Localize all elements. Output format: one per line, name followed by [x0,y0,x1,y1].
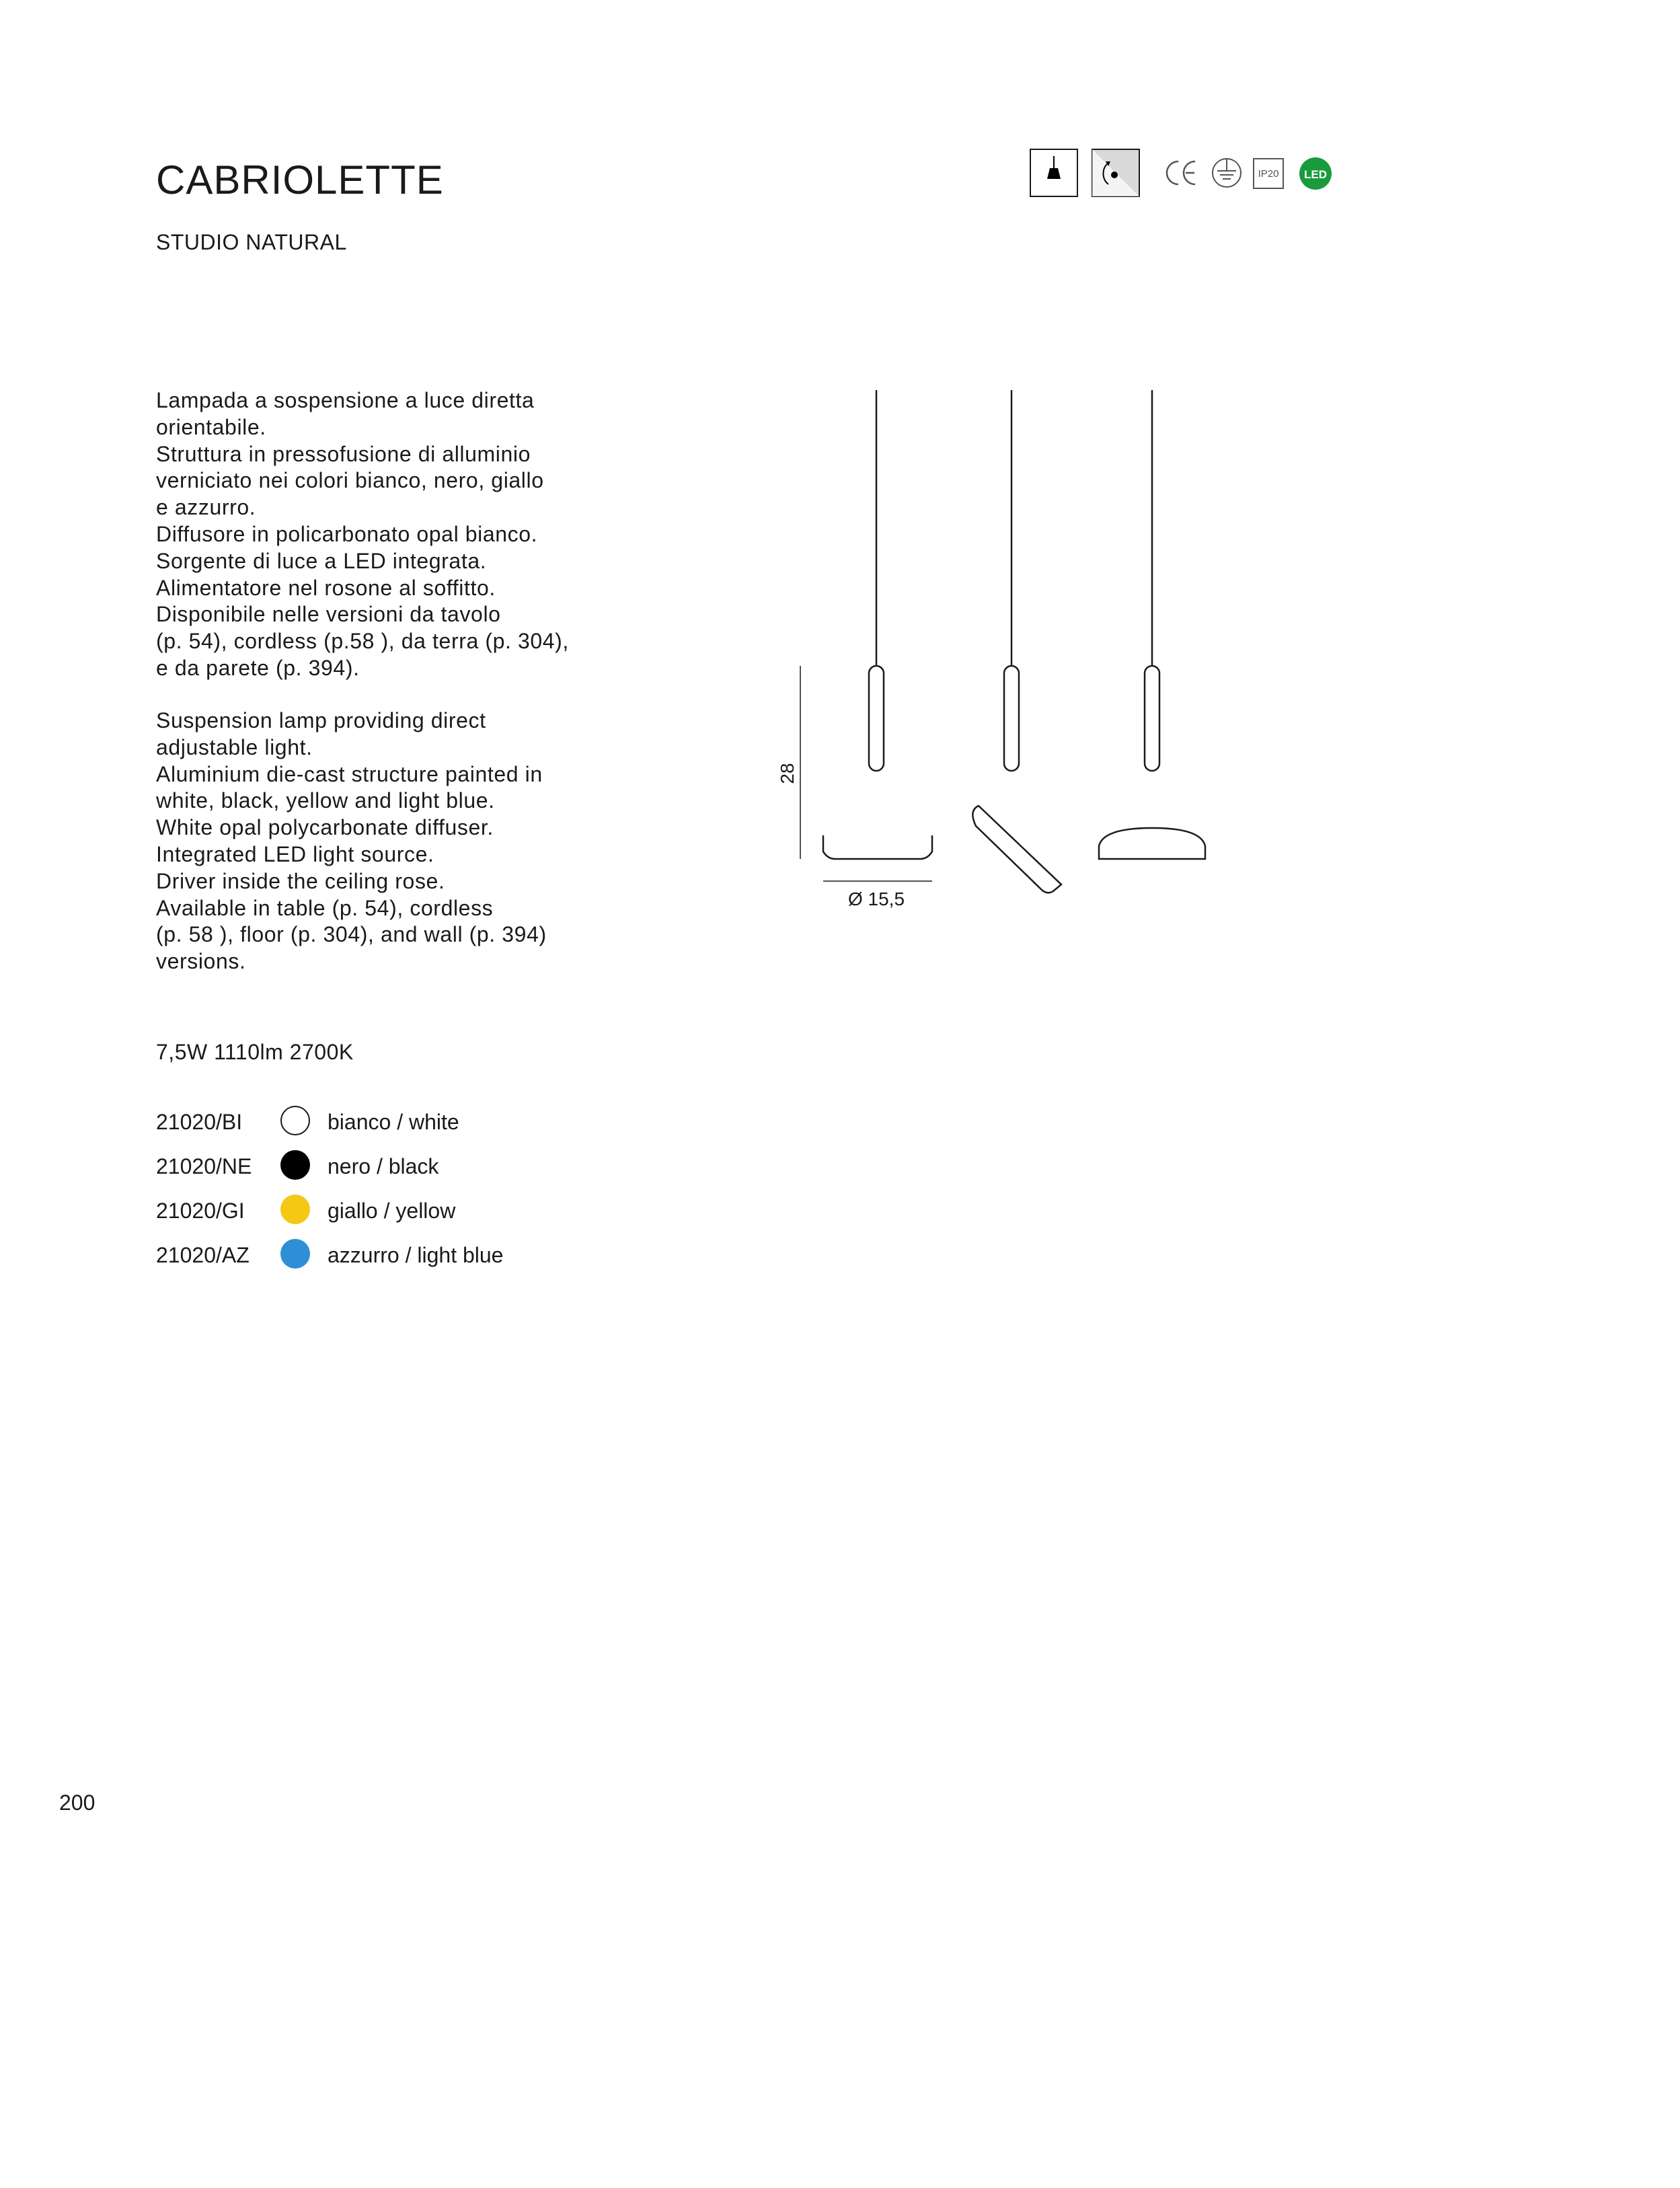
description-line: (p. 54), cordless (p.58 ), da terra (p. 304), [156,629,569,654]
designer-name: STUDIO NATURAL [156,230,347,254]
ip-rating-icon [1254,159,1283,188]
description-line: verniciato nei colori bianco, nero, giallo [156,468,544,493]
description-italian [156,387,627,682]
description-line: Struttura in pressofusione di alluminio [156,441,531,466]
list-item [156,1193,560,1234]
description-line: orientabile. [156,414,266,439]
ce-mark-icon [1167,161,1195,184]
variant-code: 21020/BI [156,1110,243,1134]
list-item [156,1238,560,1278]
height-label: 28 [777,763,798,784]
description-line: Diffusore in policarbonato opal bianco. [156,521,538,546]
variant-code: 21020/AZ [156,1243,250,1267]
description-line: Driver inside the ceiling rose. [156,868,445,893]
description-line: Disponibile nelle versioni da tavolo [156,602,501,627]
suspension-lamp-icon [1030,149,1077,196]
variant-color-name: nero / black [328,1154,439,1178]
led-icon [1299,157,1332,190]
description-line: Integrated LED light source. [156,841,434,866]
description-line: white, black, yellow and light blue. [156,788,495,813]
description-line: Suspension lamp providing direct [156,708,486,732]
diameter-label: Ø 15,5 [847,889,905,909]
variant-color-name: azzurro / light blue [328,1243,504,1267]
color-swatch-yellow [280,1195,310,1224]
lamp-drawing-tilted [972,390,1061,893]
variant-color-name: bianco / white [328,1110,459,1134]
product-title: CABRIOLETTE [156,157,444,202]
description-line: versions. [156,949,246,974]
ip-rating-label: IP20 [1258,168,1279,180]
description-line: Available in table (p. 54), cordless [156,895,494,920]
description-line: adjustable light. [156,734,313,759]
list-item [156,1149,560,1189]
description-line: e da parete (p. 394). [156,655,360,680]
lamp-drawing-front [1099,390,1205,859]
description-line: White opal polycarbonate diffuser. [156,815,494,840]
description-line: Sorgente di luce a LED integrata. [156,548,487,573]
page-number: 200 [59,1790,96,1815]
color-swatch-white [280,1106,310,1135]
certification-icons [1029,148,1345,199]
light-specs: 7,5W 1110lm 2700K [156,1040,354,1064]
description-line: Alimentatore nel rosone al soffitto. [156,575,496,600]
color-swatch-black [280,1150,310,1180]
variant-color-name: giallo / yellow [328,1199,456,1223]
variant-code: 21020/NE [156,1154,252,1178]
description-line: Aluminium die-cast structure painted in [156,761,543,786]
description-line: (p. 58 ), floor (p. 304), and wall (p. 394) [156,922,547,947]
ground-class-icon [1213,159,1241,187]
lamp-drawing-straight [823,390,932,859]
color-swatch-light-blue [280,1239,310,1269]
led-label: LED [1304,168,1327,181]
description-line: Lampada a sospensione a luce diretta [156,388,535,412]
technical-drawing [777,390,1224,909]
adjustable-direction-icon [1092,149,1139,196]
variant-code: 21020/GI [156,1199,245,1223]
description-line: e azzurro. [156,495,256,520]
description-english [156,708,627,975]
list-item [156,1104,560,1145]
